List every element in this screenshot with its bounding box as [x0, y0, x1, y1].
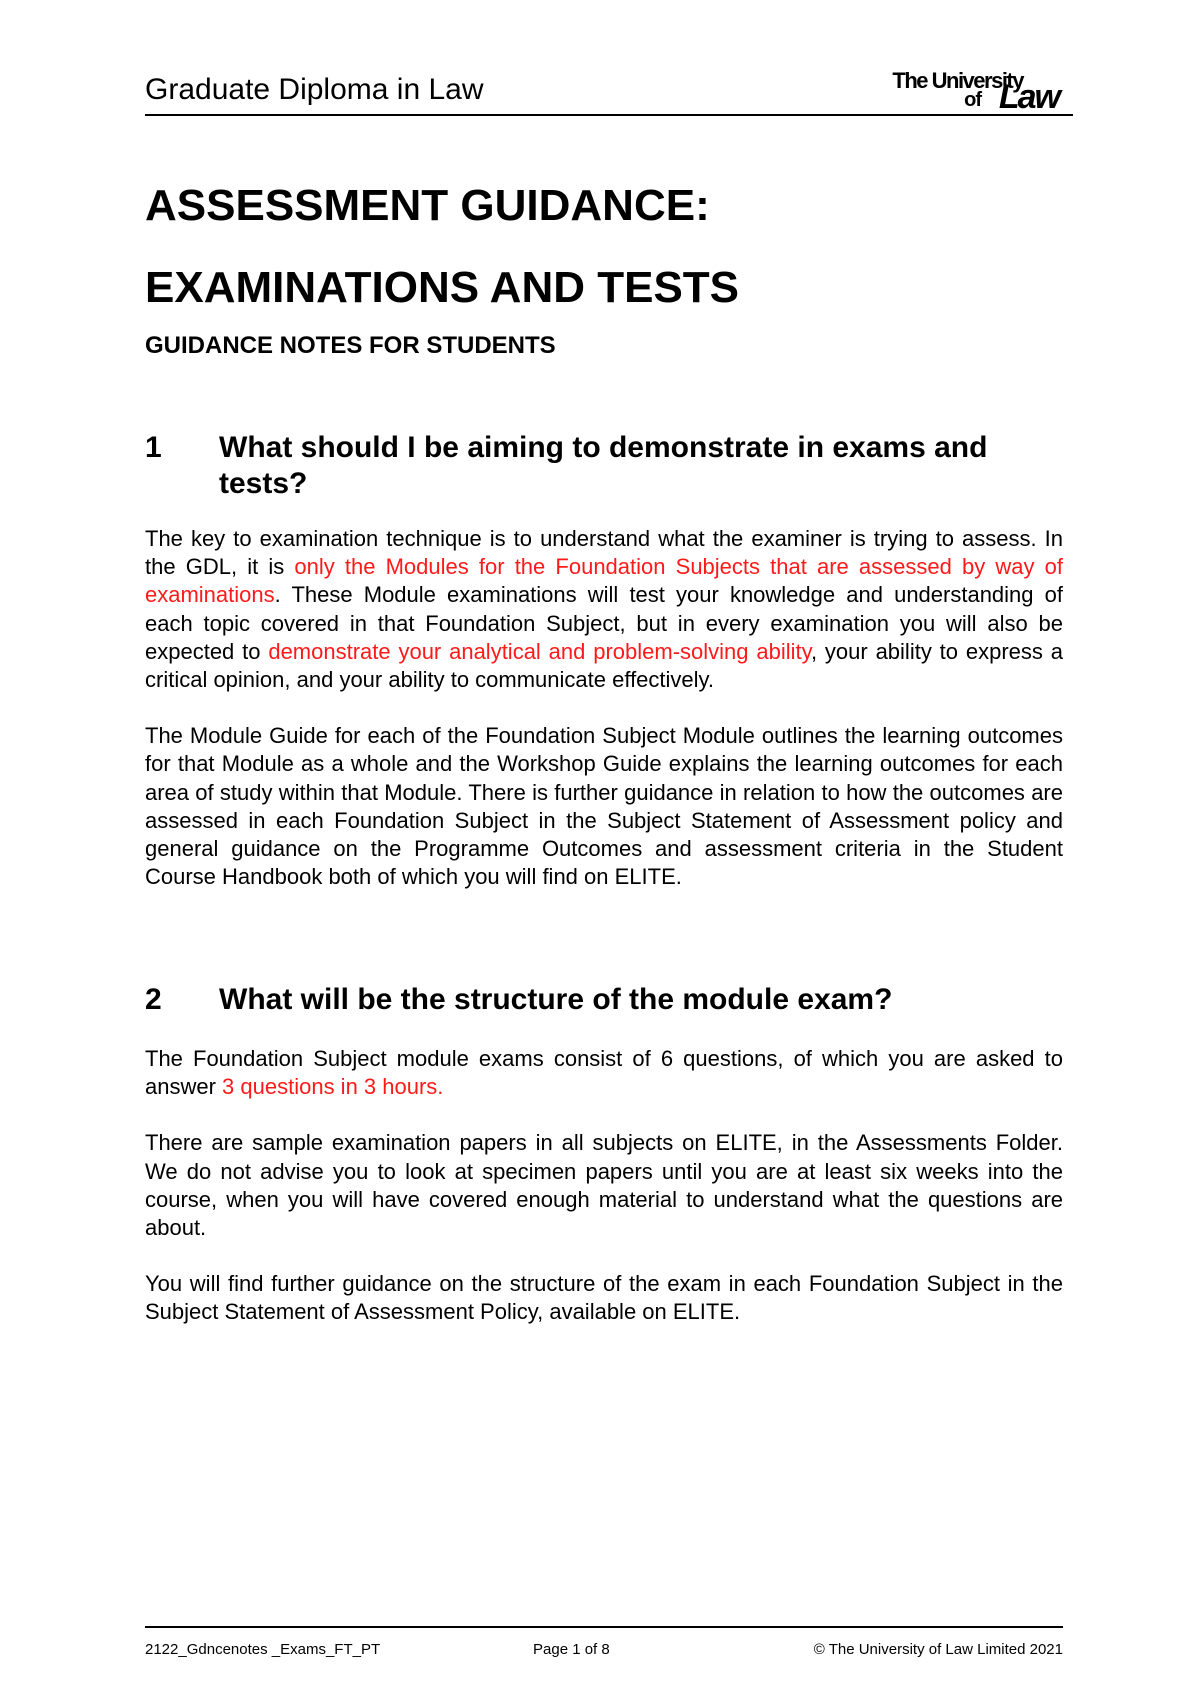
main-title-line-2: EXAMINATIONS AND TESTS — [145, 263, 740, 312]
section-1-number: 1 — [145, 431, 162, 464]
section-1-paragraph-2: The Module Guide for each of the Foundation Subject Module outlines the learning outcomes for that Module as a whole and the Workshop Guide explains the learning outcomes for each area of study within that Module. There is further guidance in relation to how the outcomes are assessed in each Foundation Subject in the Subject Statement of Assessment policy and general guidance on the Programme Outcomes and assessment criteria in the Student Course Handbook both of which you will find on ELITE. — [145, 723, 1063, 890]
text-run: The Foundation Subject module exams consist of 6 questions, of which you are asked to answer — [145, 1046, 1063, 1100]
university-logo — [844, 68, 1059, 116]
footer-document-code: 2122_Gdncenotes _Exams_FT_PT — [145, 1641, 381, 1658]
section-2-paragraph-1 — [145, 1045, 1063, 1101]
text-run: , your ability to express a critical opinion, and your ability to communicate effectively. — [145, 638, 1063, 693]
emphasis-text: demonstrate your analytical and problem-solving ability — [268, 638, 811, 664]
section-2-paragraph-3: You will find further guidance on the structure of the exam in each Foundation Subject in the Subject Statement of Assessment Policy, available on ELITE. — [145, 1271, 1063, 1325]
main-title-line-1: ASSESSMENT GUIDANCE: — [145, 181, 710, 230]
section-1-heading — [145, 430, 1063, 502]
section-2 — [145, 982, 1063, 1327]
section-1 — [145, 430, 1063, 891]
header-title: Graduate Diploma in Law — [145, 73, 484, 106]
section-2-heading — [145, 982, 1063, 1018]
section-2-number: 2 — [145, 983, 162, 1016]
logo-line-3: Law — [998, 78, 1059, 116]
section-1-paragraph-1 — [145, 525, 1063, 694]
text-run: . These Module examinations will test your knowledge and understanding of each topic covered in that Foundation Subject, but in every examination you will also be expected to — [145, 582, 1063, 664]
page-header — [145, 66, 1073, 116]
section-1-heading-text: What should I be aiming to demonstrate in exams and tests? — [219, 431, 988, 500]
emphasis-text: 3 questions in 3 hours. — [222, 1074, 444, 1100]
footer-page-number: Page 1 of 8 — [533, 1641, 610, 1658]
page-footer — [145, 1626, 1063, 1658]
footer-copyright: © The University of Law Limited 2021 — [813, 1641, 1063, 1658]
emphasis-text: only the Modules for the Foundation Subjects that are assessed by way of examinations — [145, 554, 1063, 608]
subtitle: GUIDANCE NOTES FOR STUDENTS — [145, 332, 556, 359]
text-run: The key to examination technique is to understand what the examiner is trying to assess. In the GDL, it is — [145, 526, 1063, 580]
section-2-paragraph-2: There are sample examination papers in all subjects on ELITE, in the Assessments Folder. We do not advise you to look at specimen papers until you are at least six weeks into the course, when you will have covered enough material to understand what the questions are about. — [145, 1130, 1063, 1241]
logo-line-2: of — [964, 89, 981, 111]
logo-line-1: The University — [892, 68, 1023, 93]
section-2-heading-text: What will be the structure of the module exam? — [219, 983, 893, 1016]
